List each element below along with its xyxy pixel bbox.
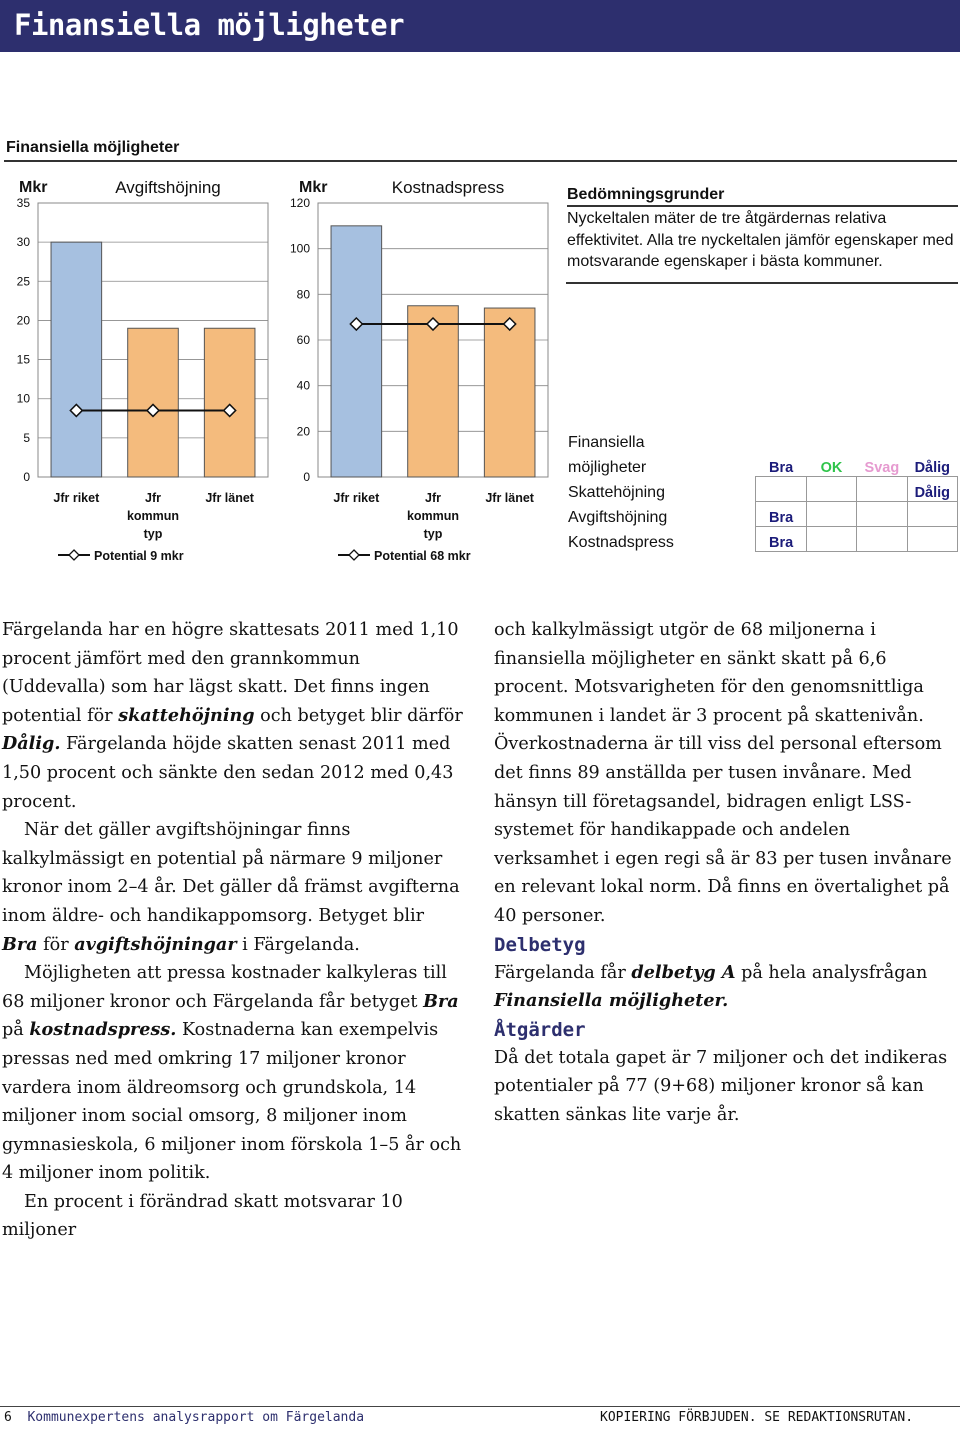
paragraph-3: Möjligheten att pressa kostnader kalkyleras till 68 miljoner kronor och Färgelanda får betyget Bra på kostnadspress. Kostnaderna kan exempelvis pressas ned med omkring 17 miljoner kronor vardera inom äldreomsorg och grundskola, 14 miljoner inom social omsorg, 8 miljoner inom gymnasieskola, 6 miljoner inom förskola 1–5 år och 4 miljoner inom politik. [2, 963, 462, 1184]
rating-cell [806, 502, 856, 527]
level-bra: Bra [769, 460, 794, 476]
legend-label: Potential 68 mkr [374, 549, 471, 563]
y-tick-label: 20 [16, 313, 30, 328]
x-tick-label: Jfr länet [205, 491, 254, 505]
bar [331, 226, 382, 477]
rating-header-row [566, 452, 958, 477]
y-tick-label: 40 [296, 378, 310, 393]
y-tick-label: 20 [296, 424, 310, 439]
bedomningsgrunder-divider [566, 282, 958, 284]
rating-cell: Bra [756, 527, 806, 552]
y-tick-label: 100 [289, 241, 310, 256]
rating-cell [756, 477, 806, 502]
x-tick-label: kommun [406, 509, 460, 523]
rating-row [566, 477, 958, 502]
x-tick-label: kommun [126, 509, 180, 523]
rating-row [566, 527, 958, 552]
y-tick-label: 0 [23, 470, 30, 484]
x-tick-label: Jfr riket [53, 491, 100, 505]
paragraph-2: När det gäller avgiftshöjningar finns kalkylmässigt en potential på närmare 9 miljoner kronor inom 2–4 år. Det gäller då främst avgifterna inom äldre- och handikappomsorg. Betyget blir Bra för avgiftshöjningar i Färgelanda. [2, 820, 460, 955]
x-tick-label: Jfr riket [333, 491, 380, 505]
rating-row-label: Avgiftshöjning [568, 508, 668, 526]
chart-title: Kostnadspress [391, 178, 505, 197]
rating-cell [857, 477, 907, 502]
rating-row [566, 502, 958, 527]
bar [128, 328, 179, 477]
level-dalig: Dålig [914, 460, 951, 476]
rating-cell [907, 527, 957, 552]
rating-cell: Dålig [907, 477, 957, 502]
y-tick-label: 120 [289, 196, 310, 210]
y-tick-label: 10 [16, 391, 30, 406]
rating-cell [806, 527, 856, 552]
bedomningsgrunder-text: Nyckeltalen mäter de tre åtgärdernas relativa effektivitet. Alla tre nyckeltalen jämför egenskaper med motsvarande egenskaper i bästa kommuner. [567, 210, 954, 270]
page-title: Finansiella möjligheter [14, 8, 405, 42]
bar [51, 242, 102, 477]
heading-atgarder: Åtgärder [494, 1018, 586, 1041]
chart-avgiftshojning [0, 165, 280, 575]
rating-row-label: Skattehöjning [568, 483, 665, 501]
y-tick-label: 80 [296, 287, 310, 302]
rating-title-row [566, 428, 958, 452]
rating-cell: Bra [756, 502, 806, 527]
bar [408, 306, 459, 477]
x-tick-label: typ [143, 527, 163, 541]
footer-right: KOPIERING FÖRBJUDEN. SE REDAKTIONSRUTAN. [600, 1410, 914, 1425]
body-column-right [494, 616, 958, 1130]
section-divider [4, 160, 957, 162]
level-ok: OK [820, 460, 843, 476]
chart-title: Avgiftshöjning [115, 178, 221, 197]
rating-table [566, 428, 958, 552]
x-tick-label: Jfr [145, 491, 161, 505]
paragraph-1: Färgelanda har en högre skattesats 2011 med 1,10 procent jämfört med den grannkommun (Uddevalla) som har lägst skatt. Det finns ingen potential för skattehöjning och betyget blir därför Dålig. Färgelanda höjde skatten senast 2011 med 1,50 procent och sänkte den sedan 2012 med 0,43 procent. [2, 620, 463, 812]
y-tick-label: 60 [296, 333, 310, 347]
paragraph-6: Färgelanda får delbetyg A på hela analysfrågan Finansiella möjligheter. [494, 961, 928, 1012]
rating-cell [806, 477, 856, 502]
legend-marker [349, 550, 359, 560]
y-tick-label: 15 [16, 352, 30, 367]
rating-title-2: möjligheter [568, 458, 647, 476]
bedomningsgrunder-title: Bedömningsgrunder [567, 186, 958, 207]
rating-title: Finansiella [568, 434, 645, 451]
footer-left: 6 Kommunexpertens analysrapport om Färgelanda [4, 1410, 365, 1425]
paragraph-4: En procent i förändrad skatt motsvarar 10 miljoner [2, 1191, 403, 1241]
rating-row-label: Kostnadspress [568, 533, 674, 551]
x-tick-label: typ [423, 527, 443, 541]
heading-delbetyg: Delbetyg [494, 933, 586, 956]
paragraph-5: och kalkylmässigt utgör de 68 miljonerna i finansiella möjligheter en sänkt skatt på 6,6 procent. Motsvarigheten för den genomsnittliga kommunen i landet är 3 procent på skattenivån. Överkostnaderna är till viss del personal eftersom det finns 89 anställda per tusen invånare. Med hänsyn till företagsandel, bidragen enligt LSS-systemet för handikappade och andelen verksamhet i egen regi så är 83 per tusen invånare en relevant lokal norm. Då finns en övertalighet på 40 personer. [494, 620, 952, 926]
legend-marker [69, 550, 79, 560]
legend-label: Potential 9 mkr [94, 549, 184, 563]
y-tick-label: 25 [16, 274, 30, 289]
bar [204, 328, 255, 477]
body-column-left [2, 616, 464, 1245]
bedomningsgrunder-box [567, 186, 958, 273]
x-tick-label: Jfr länet [485, 491, 534, 505]
y-tick-label: 30 [16, 235, 30, 250]
chart-kostnadspress [280, 165, 560, 575]
footer-divider [0, 1406, 960, 1407]
rating-cell [907, 502, 957, 527]
y-axis-label: Mkr [19, 179, 48, 196]
level-svag: Svag [864, 460, 900, 476]
bar [484, 308, 535, 477]
rating-cell [857, 502, 907, 527]
y-tick-label: 0 [303, 470, 310, 484]
rating-cell [857, 527, 907, 552]
y-tick-label: 35 [16, 196, 30, 210]
x-tick-label: Jfr [425, 491, 441, 505]
y-axis-label: Mkr [299, 179, 328, 196]
paragraph-7: Då det totala gapet är 7 miljoner och det indikeras potentialer på 77 (9+68) miljoner kronor så kan skatten sänkas lite varje år. [494, 1047, 948, 1125]
y-tick-label: 5 [23, 430, 30, 445]
section-label: Finansiella möjligheter [6, 139, 180, 156]
